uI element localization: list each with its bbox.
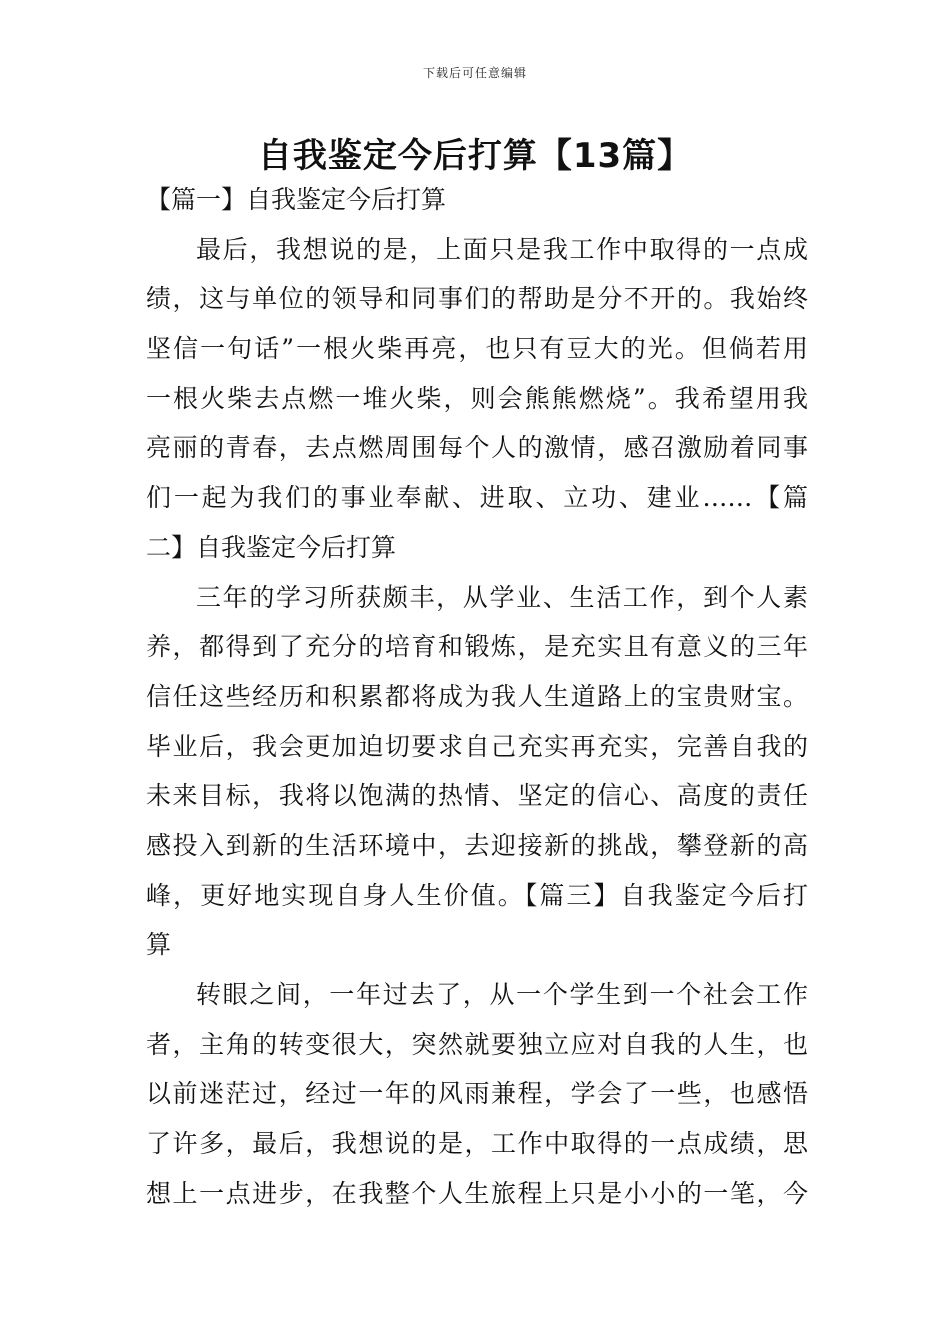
body-line-6: 亮丽的青春，去点燃周围每个人的激情，感召激励着同事 xyxy=(146,433,808,463)
body-line-18: 者，主角的转变很大，突然就要独立应对自我的人生，也 xyxy=(146,1029,808,1059)
body-line-7: 们一起为我们的事业奉献、进取、立功、建业……【篇 xyxy=(146,483,808,513)
body-line-2: 最后，我想说的是，上面只是我工作中取得的一点成 xyxy=(196,234,808,264)
body-line-4: 坚信一句话”一根火柴再亮，也只有豆大的光。但倘若用 xyxy=(146,334,808,364)
body-line-15: 峰，更好地实现自身人生价值。【篇三】自我鉴定今后打 xyxy=(146,880,808,910)
body-line-10: 养，都得到了充分的培育和锻炼，是充实且有意义的三年 xyxy=(146,632,808,662)
body-line-13: 未来目标，我将以饱满的热情、坚定的信心、高度的责任 xyxy=(146,781,808,811)
body-line-19: 以前迷茫过，经过一年的风雨兼程，学会了一些，也感悟 xyxy=(146,1079,808,1109)
body-line-5: 一根火柴去点燃一堆火柴，则会熊熊燃烧”。我希望用我 xyxy=(146,383,808,413)
body-line-17: 转眼之间，一年过去了，从一个学生到一个社会工作 xyxy=(196,980,808,1009)
body-line-16: 算 xyxy=(146,930,172,960)
body-line-3: 绩，这与单位的领导和同事们的帮助是分不开的。我始终 xyxy=(146,284,808,314)
body-line-1: 【篇一】自我鉴定今后打算 xyxy=(146,185,447,214)
body-line-8: 二】自我鉴定今后打算 xyxy=(146,532,397,562)
body-line-21: 想上一点进步，在我整个人生旅程上只是小小的一笔，今 xyxy=(146,1178,808,1208)
body-line-9: 三年的学习所获颇丰，从学业、生活工作，到个人素 xyxy=(196,582,808,612)
body-line-11: 信任这些经历和积累都将成为我人生道路上的宝贵财宝。 xyxy=(146,681,808,711)
body-line-12: 毕业后，我会更加迫切要求自己充实再充实，完善自我的 xyxy=(146,731,808,761)
page-header-note: 下载后可任意编辑 xyxy=(422,66,527,80)
document-title: 自我鉴定今后打算【13篇】 xyxy=(257,136,693,176)
body-line-20: 了许多，最后，我想说的是，工作中取得的一点成绩，思 xyxy=(146,1129,808,1159)
body-line-14: 感投入到新的生活环境中，去迎接新的挑战，攀登新的高 xyxy=(146,830,808,860)
document-body xyxy=(146,175,808,1218)
